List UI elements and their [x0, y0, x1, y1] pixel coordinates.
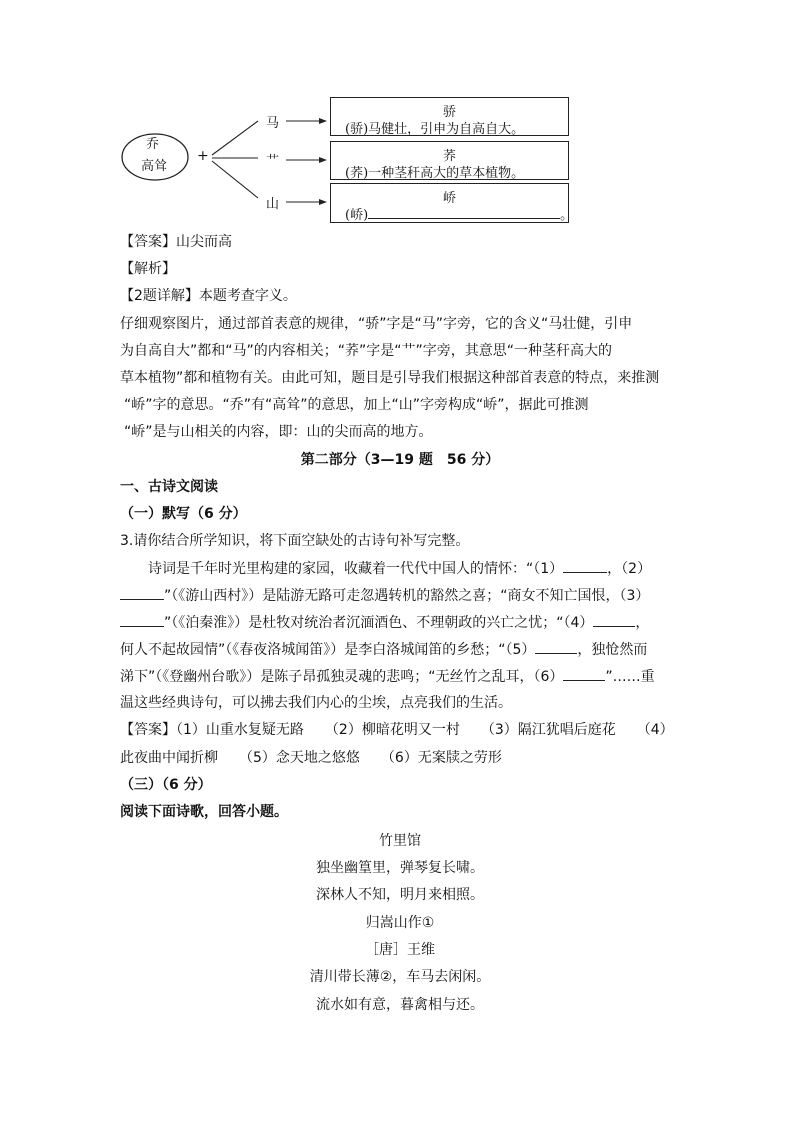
analysis-line: “峤”是与山相关的内容，即：山的尖而高的地方。 [124, 424, 433, 440]
sub-heading: （一）默写（6 分） [120, 506, 247, 522]
poem-title: 归嵩山作① [365, 915, 435, 931]
poem-line: 流水如有意，暮禽相与还。 [316, 997, 484, 1013]
fill-blank-4 [593, 612, 635, 627]
fill-line-4 [120, 639, 647, 660]
fill-line-2 [120, 585, 649, 606]
fill-text: ， [635, 615, 650, 631]
arrow-head-mid [319, 157, 327, 163]
fill-text: ”（《泊秦淮》）是杜牧对统治者沉湎酒色、不理朝政的兴亡之忧；“（4） [164, 615, 594, 631]
fill-text: 涕下”（《登幽州台歌》）是陈子昂孤独灵魂的悲鸣；“无丝竹之乱耳，（6） [120, 669, 564, 685]
fill-blank-3 [120, 612, 164, 627]
analysis-line: 为自高自大”都和“马”的内容相关；“荞”字是“艹”字旁，其意思“一种茎秆高大的 [120, 343, 613, 359]
fill-text: 何人不起故园情”（《春夜洛城闻笛》）是李白洛城闻笛的乡愁；“（5） [120, 642, 536, 658]
sub-heading-3: （三）（6 分） [120, 777, 212, 793]
analysis-line: 草本植物”都和植物有关。由此可知，题目是引导我们根据这种部首表意的特点，来推测 [120, 370, 660, 386]
poem-line: 独坐幽篁里，弹琴复长啸。 [316, 860, 484, 876]
poem-line: 清川带长薄②，车马去闲闲。 [309, 969, 491, 985]
answer-3-line-2: 此夜曲中闻折柳 （5）念天地之悠悠 （6）无案牍之劳形 [120, 750, 502, 766]
fill-text: ，独怆然而 [577, 642, 648, 658]
center-meaning: 高耸 [141, 159, 168, 174]
detail-heading: 【2题详解】本题考查字义。 [120, 288, 297, 304]
box-char: 峤 [442, 191, 456, 206]
radical-mountain: 山 [266, 197, 280, 212]
fill-blank-1 [563, 558, 607, 573]
radical-horse: 马 [266, 116, 280, 131]
fill-blank-6 [563, 666, 605, 681]
arrow-head-bottom [319, 199, 327, 205]
fill-blank-5 [535, 639, 577, 654]
fill-text: ，（2） [607, 561, 652, 577]
branch-line-top [212, 121, 258, 155]
fill-line-1 [148, 558, 651, 579]
box-desc-suffix: 。 [560, 208, 574, 223]
section-heading: 一、古诗文阅读 [120, 479, 218, 495]
center-char: 乔 [146, 137, 160, 152]
answer-1: 【答案】山尖而高 [120, 234, 232, 250]
fill-text: ”（《游山西村》）是陆游无路可走忽遇转机的豁然之喜；“商女不知亡国恨，（3） [164, 588, 650, 604]
answer-3-line-1: 【答案】（1）山重水复疑无路 （2）柳暗花明又一村 （3）隔江犹唱后庭花 （4） [120, 722, 674, 738]
box-desc-prefix: (峤) [345, 208, 369, 223]
analysis-line: 仔细观察图片，通过部首表意的规律，“骄”字是“马”字旁，它的含义“马壮健，引申 [120, 316, 633, 332]
box-char: 骄 [442, 105, 456, 120]
box-char: 荞 [442, 149, 456, 164]
poem-author: ［唐］王维 [365, 942, 435, 958]
box-desc: (荞)一种茎秆高大的草本植物。 [345, 166, 525, 181]
analysis-line: “峤”字的意思。“乔”有“高耸”的意思，加上“山”字旁构成“峤”，据此可推测 [124, 397, 589, 413]
fill-text: 诗词是千年时光里构建的家园，收藏着一代代中国人的情怀：“（1） [148, 561, 564, 577]
fill-text: ”……重 [605, 669, 655, 685]
fill-line-6: 温这些经典诗句，可以拂去我们内心的尘埃，点亮我们的生活。 [120, 695, 512, 711]
fill-line-5 [120, 666, 655, 687]
question-3: 3.请你结合所学知识，将下面空缺处的古诗句补写完整。 [120, 533, 470, 549]
box-qiao [330, 141, 569, 180]
analysis-heading: 【解析】 [120, 261, 176, 277]
branch-line-bottom [212, 161, 258, 198]
arrow-head-top [319, 118, 327, 124]
reading-prompt: 阅读下面诗歌，回答小题。 [120, 804, 288, 820]
plus-sign: + [197, 148, 209, 164]
fill-line-3 [120, 612, 649, 633]
part2-title: 第二部分（3—19 题 56 分） [300, 452, 500, 468]
radical-grass: 艹 [266, 154, 280, 169]
answer-blank [368, 204, 560, 219]
fill-blank-2 [120, 585, 164, 600]
box-desc [345, 204, 573, 223]
box-desc: (骄)马健壮，引申为自高自大。 [345, 122, 525, 137]
poem-line: 深林人不知，明月来相照。 [316, 887, 484, 903]
poem-title: 竹里馆 [379, 833, 421, 849]
box-jiao [330, 97, 569, 136]
box-qiao-mountain [330, 183, 574, 223]
